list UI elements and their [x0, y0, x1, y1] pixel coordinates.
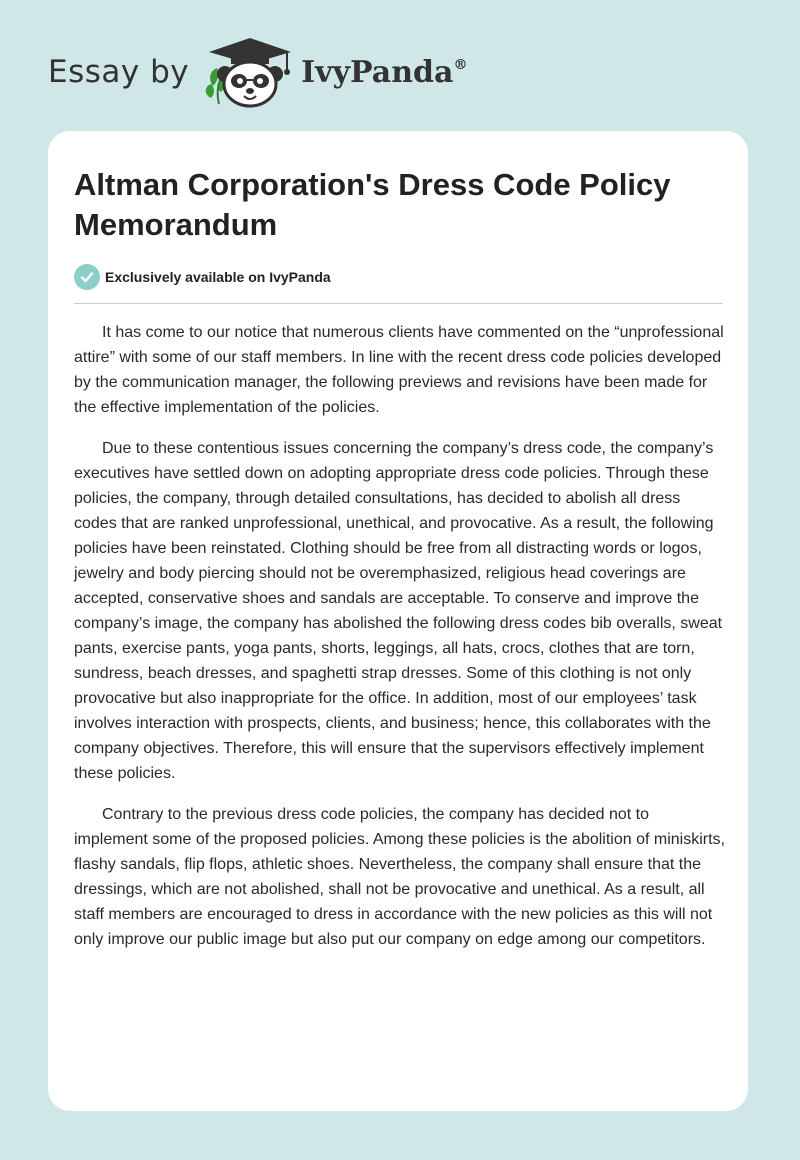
title-divider [74, 303, 723, 304]
essay-paragraph-3: Contrary to the previous dress code policies, the company has decided not to implement some of the proposed policies. Among these policies is the abolition of miniskirts, flashy sandals, flip flops, athletic shoes. Nevertheless, the company shall ensure that the dressings, which are not abolished, shall not be provocative and unethical. As a result, all staff members are encouraged to dress in accordance with the new policies as this will not only improve our public image but also put our company on edge among our competitors. [74, 806, 725, 948]
exclusive-badge-label: Exclusively available on IvyPanda [105, 269, 331, 285]
registered-mark: ® [453, 56, 468, 73]
exclusive-badge [74, 264, 331, 290]
essay-card [48, 131, 748, 1111]
essay-paragraph-2: Due to these contentious issues concerning the company’s dress code, the company’s executives have settled down on adopting appropriate dress code policies. Through these policies, the company, through detailed consultations, has decided to abolish all dress codes that are ranked unprofessional, unethical, and provocative. As a result, the following policies have been reinstated. Clothing should be free from all distracting words or logos, jewelry and body piercing should not be overemphasized, religious head coverings are accepted, conservative shoes and sandals are acceptable. To conserve and improve the company’s image, the company has abolished the following dress codes bib overalls, sweat pants, exercise pants, yoga pants, shorts, leggings, all hats, crocs, clothes that are torn, sundress, beach dresses, and spaghetti strap dresses. Some of this clothing is not only provocative but also inappropriate for the office. In addition, most of our employees’ task involves interaction with prospects, clients, and business; hence, this collaborates with the company objectives. Therefore, this will ensure that the supervisors effectively implement these policies. [74, 440, 723, 782]
brand-name[interactable] [301, 55, 467, 90]
site-header [48, 34, 467, 110]
essay-body [74, 320, 726, 968]
essay-by-label: Essay by [48, 54, 190, 90]
essay-title: Altman Corporation's Dress Code Policy Memorandum [74, 167, 671, 242]
panda-graduate-logo-icon[interactable] [203, 34, 297, 110]
brand-name-text: IvyPanda [301, 54, 454, 90]
essay-paragraph-1: It has come to our notice that numerous clients have commented on the “unprofessional attire” with some of our staff members. In line with the recent dress code policies developed by the communication manager, the following previews and revisions have been made for the effective implementation of the policies. [74, 324, 724, 416]
check-circle-icon [74, 264, 100, 290]
